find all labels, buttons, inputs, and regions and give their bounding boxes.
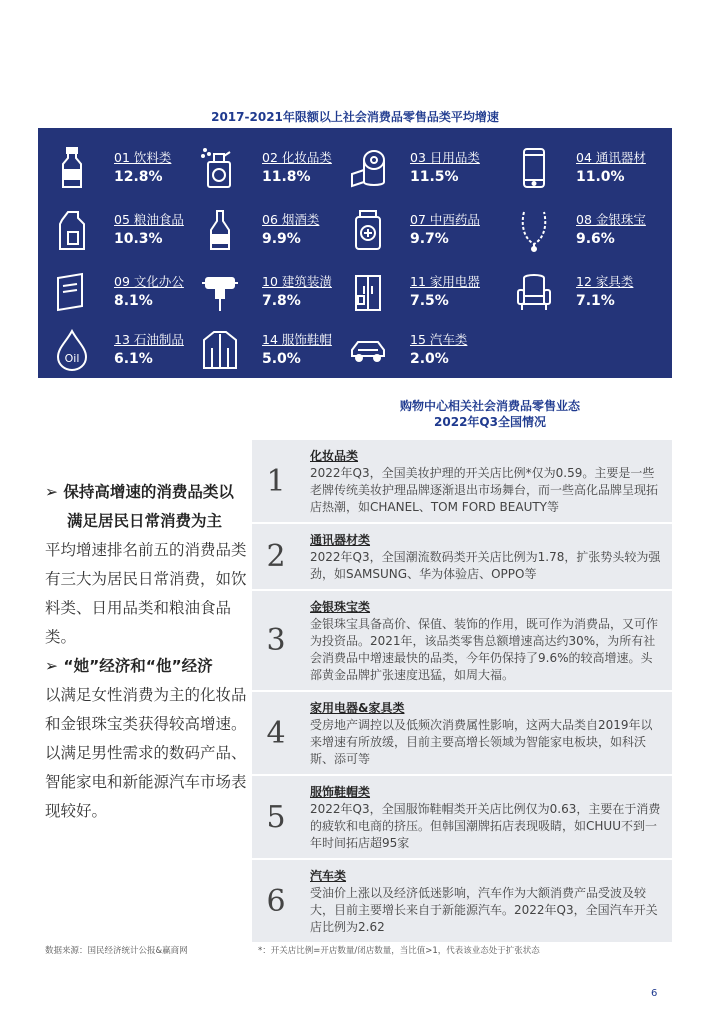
row-number: 1 <box>266 463 286 499</box>
oil-drop-icon <box>52 328 92 372</box>
category-item <box>200 144 350 194</box>
category-value: 11.8% <box>262 169 311 185</box>
category-name: 13 石油制品 <box>114 332 184 347</box>
category-item <box>52 268 202 318</box>
row-text: 2022年Q3，全国潮流数码类开关店比例为1.78，扩张势头较为强劲，如SAMSUNG、华为体验店、OPPO等 <box>310 550 661 581</box>
row-text: 2022年Q3，全国服饰鞋帽类开关店比例仅为0.63，主要在于消费的疲软和电商的挤压。但韩国潮牌拓店表现吸睛，如CHUU不到一年时间拓店超95家 <box>310 802 661 850</box>
list-item <box>252 692 672 776</box>
category-value: 2.0% <box>410 351 449 367</box>
category-item <box>348 206 498 256</box>
list-item <box>252 524 672 591</box>
list-item <box>252 860 672 944</box>
row-number: 5 <box>266 799 286 835</box>
row-title: 金银珠宝类 <box>310 600 371 614</box>
book-icon <box>52 270 92 314</box>
category-value: 11.5% <box>410 169 459 185</box>
infographic-title: 2017-2021年限额以上社会消费品零售品类平均增速 <box>211 110 499 124</box>
section-title-line2: 2022年Q3全国情况 <box>434 415 546 429</box>
section-title <box>330 398 650 430</box>
car-icon <box>348 328 388 372</box>
cosmetics-icon <box>200 146 240 190</box>
summary-heading-1: ➢ 保持高增速的消费品类以 <box>45 483 234 501</box>
toilet-paper-icon <box>348 146 388 190</box>
row-text: 金银珠宝具备高价、保值、装饰的作用，既可作为消费品，又可作为投资品。2021年，该品类零售总额增速高达约30%，为所有社会消费品中增速最快的品类，今年仍保持了9.6%的较高增速。头部黄金品牌扩张速度迅猛，如周大福。 <box>310 617 659 682</box>
retail-format-list <box>252 440 672 944</box>
summary-paragraph-1: 平均增速排名前五的消费品类有三大为居民日常消费，如饮料类、日用品类和粮油食品类。 <box>45 541 247 646</box>
category-item <box>514 268 664 318</box>
category-name: 04 通讯器材 <box>576 150 646 165</box>
drill-icon <box>200 270 240 314</box>
category-value: 6.1% <box>114 351 153 367</box>
row-title: 通讯器材类 <box>310 533 371 547</box>
category-name: 05 粮油食品 <box>114 212 184 227</box>
row-number: 4 <box>266 715 286 751</box>
row-number: 6 <box>266 883 286 919</box>
list-item <box>252 440 672 524</box>
liquor-bottle-icon <box>200 208 240 252</box>
row-title: 家用电器&家具类 <box>310 701 405 715</box>
category-name: 01 饮料类 <box>114 150 172 165</box>
category-name: 15 汽车类 <box>410 332 468 347</box>
row-text: 2022年Q3，全国美妆护理的开关店比例*仅为0.59。主要是一些老牌传统美妆护理品牌逐渐退出市场舞台，而一些高化品牌呈现拓店热潮，如CHANEL、TOM FORD BEAUTY等 <box>310 466 659 514</box>
category-name: 10 建筑装潢 <box>262 274 332 289</box>
phone-icon <box>514 146 554 190</box>
category-name: 12 家具类 <box>576 274 634 289</box>
oil-jug-icon <box>52 208 92 252</box>
row-text: 受油价上涨以及经济低迷影响，汽车作为大额消费产品受波及较大，目前主要增长来自于新能源汽车。2022年Q3，全国汽车开关店比例为2.62 <box>310 886 658 934</box>
category-value: 7.5% <box>410 293 449 309</box>
necklace-icon <box>514 208 554 252</box>
category-item <box>52 326 202 376</box>
category-item <box>200 206 350 256</box>
armchair-icon <box>514 270 554 314</box>
category-item <box>348 268 498 318</box>
footnote: *：开关店比例=开店数量/闭店数量，当比值>1，代表该业态处于扩张状态 <box>258 946 540 956</box>
list-item <box>252 776 672 860</box>
refrigerator-icon <box>348 270 388 314</box>
jacket-icon <box>200 328 240 372</box>
category-name: 07 中西药品 <box>410 212 480 227</box>
page-number: 6 <box>651 988 658 999</box>
category-value: 11.0% <box>576 169 625 185</box>
category-value: 12.8% <box>114 169 163 185</box>
row-number: 2 <box>266 539 286 574</box>
row-title: 化妆品类 <box>310 449 359 463</box>
category-item <box>348 326 498 376</box>
row-text: 受房地产调控以及低频次消费属性影响，这两大品类自2019年以来增速有所放缓，目前主要高增长领域为智能家电板块，如科沃斯、添可等 <box>310 718 653 766</box>
medicine-bottle-icon <box>348 208 388 252</box>
category-name: 08 金银珠宝 <box>576 212 646 227</box>
summary-text <box>45 478 250 826</box>
category-growth-panel <box>38 128 672 378</box>
category-name: 09 文化办公 <box>114 274 184 289</box>
category-value: 7.1% <box>576 293 615 309</box>
data-source-note: 数据来源：国民经济统计公报&赢商网 <box>45 946 188 956</box>
category-name: 11 家用电器 <box>410 274 480 289</box>
summary-heading-1-cont: 满足居民日常消费为主 <box>67 512 223 530</box>
category-value: 9.7% <box>410 231 449 247</box>
category-item <box>514 206 664 256</box>
summary-heading-2: ➢ “她”经济和“他”经济 <box>45 657 213 675</box>
category-value: 10.3% <box>114 231 163 247</box>
svg-text:Oil: Oil <box>64 352 80 365</box>
list-item <box>252 591 672 692</box>
category-value: 9.9% <box>262 231 301 247</box>
category-name: 02 化妆品类 <box>262 150 332 165</box>
section-title-line1: 购物中心相关社会消费品零售业态 <box>399 399 580 413</box>
row-title: 服饰鞋帽类 <box>310 785 371 799</box>
category-value: 7.8% <box>262 293 301 309</box>
category-item <box>200 268 350 318</box>
row-number: 3 <box>266 623 286 658</box>
beverage-bottle-icon <box>52 146 92 190</box>
category-item <box>52 206 202 256</box>
category-item <box>514 144 664 194</box>
summary-paragraph-2: 以满足女性消费为主的化妆品和金银珠宝类获得较高增速。以满足男性需求的数码产品、智能家电和新能源汽车市场表现较好。 <box>45 686 247 820</box>
category-name: 14 服饰鞋帽 <box>262 332 332 347</box>
category-item <box>200 326 350 376</box>
category-value: 5.0% <box>262 351 301 367</box>
category-value: 9.6% <box>576 231 615 247</box>
category-item <box>52 144 202 194</box>
category-name: 06 烟酒类 <box>262 212 320 227</box>
category-item <box>348 144 498 194</box>
category-name: 03 日用品类 <box>410 150 480 165</box>
category-value: 8.1% <box>114 293 153 309</box>
row-title: 汽车类 <box>310 869 347 883</box>
